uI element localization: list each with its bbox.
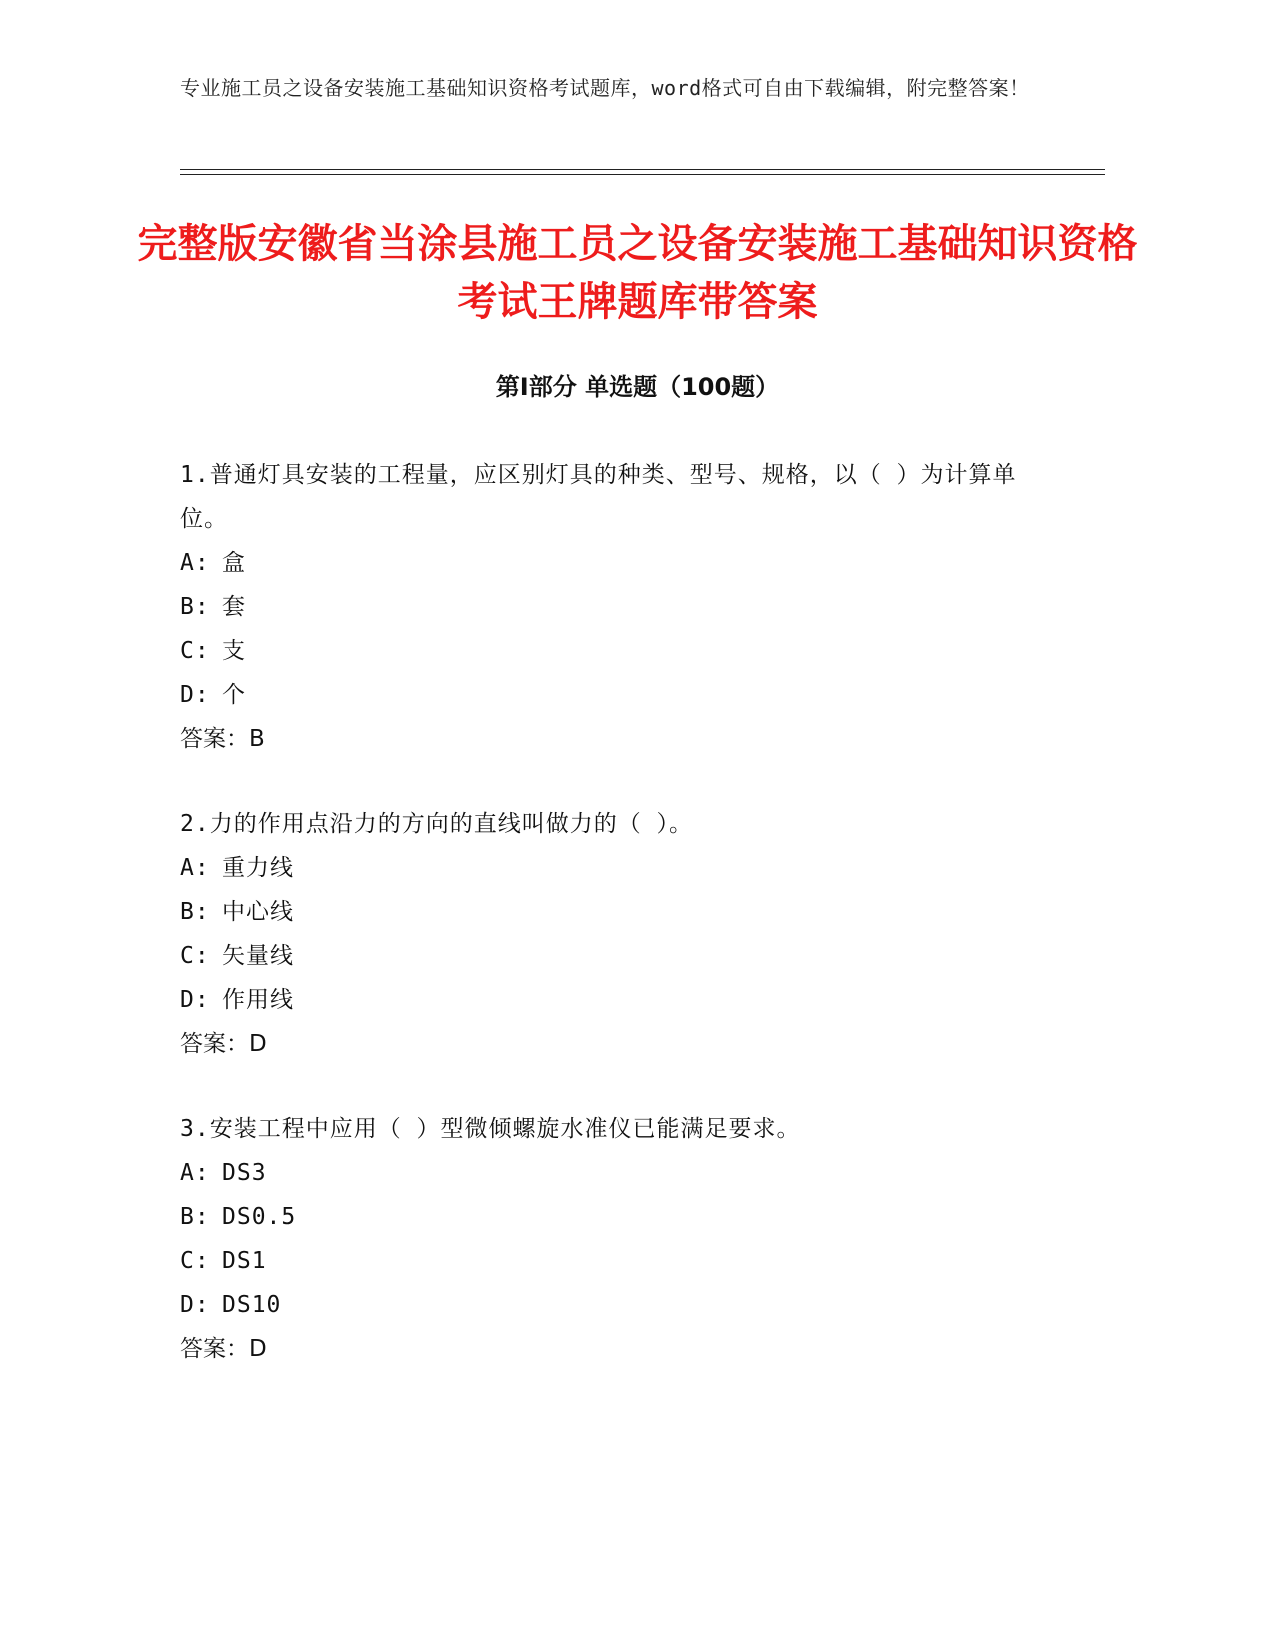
option-d	[180, 673, 1060, 717]
option-key: D:	[180, 1292, 210, 1318]
option-text: 作用线	[222, 987, 294, 1013]
option-text: 矢量线	[222, 943, 294, 969]
option-b	[180, 585, 1060, 629]
header-divider-bottom	[180, 174, 1105, 175]
option-key: C:	[180, 1248, 210, 1274]
option-key: D:	[180, 682, 210, 708]
option-text: 个	[222, 682, 246, 708]
option-a	[180, 1151, 1060, 1195]
option-a	[180, 846, 1060, 890]
answer: 答案：D	[180, 1031, 267, 1057]
option-text: 重力线	[222, 855, 294, 881]
option-key: C:	[180, 943, 210, 969]
option-text: 中心线	[222, 899, 294, 925]
option-key: A:	[180, 855, 210, 881]
option-d	[180, 1283, 1060, 1327]
option-c	[180, 629, 1060, 673]
option-b	[180, 1195, 1060, 1239]
section-title: 第Ⅰ部分 单选题（100题）	[495, 373, 780, 401]
option-text: DS1	[222, 1248, 267, 1274]
answer: 答案：B	[180, 726, 265, 752]
option-text: 支	[222, 638, 246, 664]
option-b	[180, 890, 1060, 934]
question-1	[180, 453, 1060, 761]
option-key: B:	[180, 899, 210, 925]
option-c	[180, 934, 1060, 978]
header-divider-top	[180, 169, 1105, 170]
option-text: DS3	[222, 1160, 267, 1186]
option-key: B:	[180, 594, 210, 620]
option-d	[180, 978, 1060, 1022]
question-3	[180, 1107, 1060, 1371]
option-key: C:	[180, 638, 210, 664]
option-key: B:	[180, 1204, 210, 1230]
option-a	[180, 541, 1060, 585]
header-note: 专业施工员之设备安装施工基础知识资格考试题库，word格式可自由下载编辑，附完整答案！	[180, 76, 1030, 100]
option-key: D:	[180, 987, 210, 1013]
option-c	[180, 1239, 1060, 1283]
question-2	[180, 802, 1060, 1066]
question-stem: 1.普通灯具安装的工程量，应区别灯具的种类、型号、规格，以（ ）为计算单位。	[180, 462, 1017, 532]
option-text: 盒	[222, 550, 246, 576]
option-text: DS10	[222, 1292, 282, 1318]
option-key: A:	[180, 1160, 210, 1186]
option-key: A:	[180, 550, 210, 576]
option-text: DS0.5	[222, 1204, 297, 1230]
document-title: 完整版安徽省当涂县施工员之设备安装施工基础知识资格考试王牌题库带答案	[137, 221, 1138, 325]
option-text: 套	[222, 594, 246, 620]
question-stem: 2.力的作用点沿力的方向的直线叫做力的（ ）。	[180, 811, 694, 837]
question-stem: 3.安装工程中应用（ ）型微倾螺旋水准仪已能满足要求。	[180, 1116, 801, 1142]
answer: 答案：D	[180, 1336, 267, 1362]
